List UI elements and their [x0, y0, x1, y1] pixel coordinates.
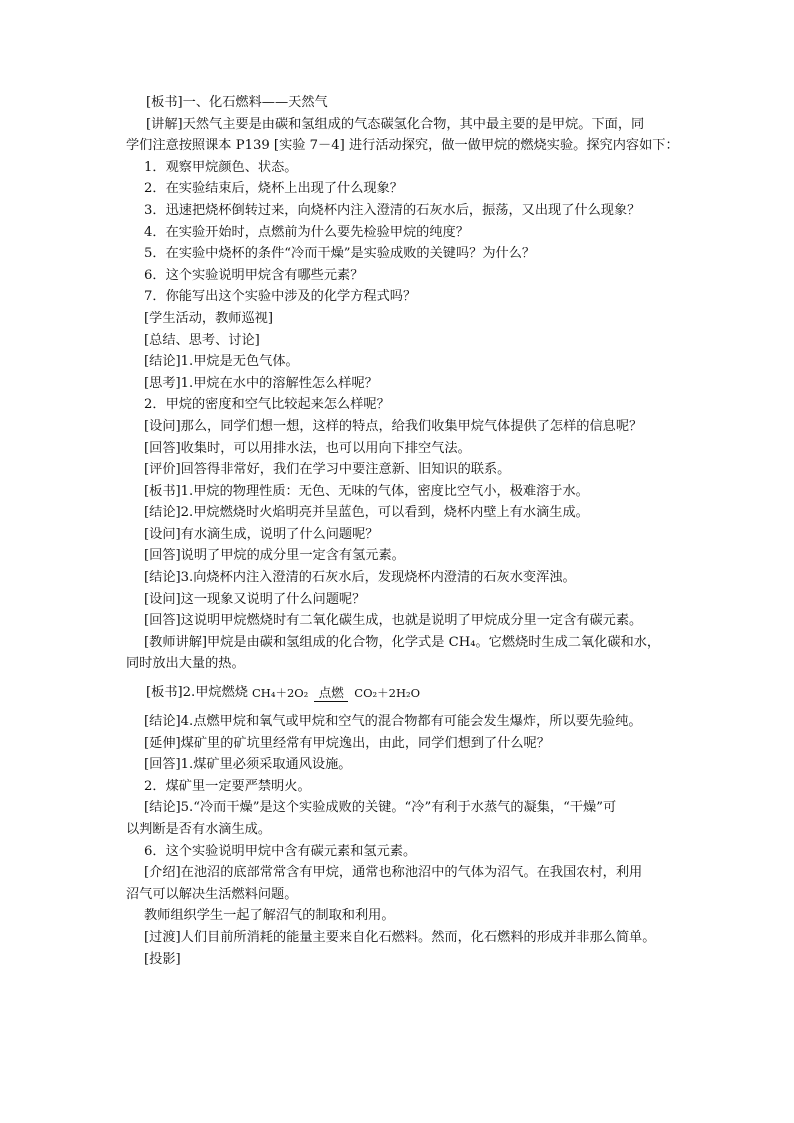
- text-line: 同时放出大量的热。: [126, 656, 245, 672]
- text-line: [学生活动，教师巡视]: [144, 310, 273, 326]
- text-line: [介绍]在池沼的底部常常含有甲烷，通常也称池沼中的气体为沼气。在我国农村，利用: [144, 865, 643, 881]
- text-line: [设问]有水滴生成，说明了什么问题呢？: [144, 526, 379, 542]
- text-line: [教师讲解]甲烷是由碳和氢组成的化合物，化学式是 CH₄。它燃烧时生成二氧化碳和水，: [144, 634, 661, 650]
- text-line: [结论]2.甲烷燃烧时火焰明亮并呈蓝色，可以看到，烧杯内壁上有水滴生成。: [144, 505, 589, 521]
- text-line: [回答]这说明甲烷燃烧时有二氧化碳生成，也就是说明了甲烷成分里一定含有碳元素。: [144, 613, 643, 629]
- list-item: 6．这个实验说明甲烷含有哪些元素？: [144, 267, 364, 283]
- list-item: 3．迅速把烧杯倒转过来，向烧杯内注入澄清的石灰水后，振荡，又出现了什么现象？: [144, 202, 641, 218]
- text-line: [过渡]人们目前所消耗的能量主要来自化石燃料。然而，化石燃料的形成并非那么简单。: [144, 929, 656, 945]
- text-line: 教师组织学生一起了解沼气的制取和利用。: [144, 908, 395, 924]
- text-line: [设问]这一现象又说明了什么问题呢？: [144, 591, 366, 607]
- text-line: [投影]: [144, 951, 181, 967]
- text-line: 以判断是否有水滴生成。: [126, 822, 272, 837]
- list-item: 5．在实验中烧杯的条件“冷而干燥”是实验成败的关键吗？为什么？: [144, 246, 536, 262]
- chemical-equation: [126, 675, 681, 711]
- lesson-text: [126, 92, 681, 970]
- list-item: 6．这个实验说明甲烷中含有碳元素和氢元素。: [144, 843, 417, 859]
- text-line: 2．甲烷的密度和空气比较起来怎么样呢？: [144, 397, 390, 413]
- equation-products: CO₂＋2H₂O: [354, 686, 421, 701]
- list-item: 1．观察甲烷颜色、状态。: [144, 159, 298, 175]
- list-item: 2．在实验结束后，烧杯上出现了什么现象？: [144, 181, 403, 197]
- text-line: [回答]说明了甲烷的成分里一定含有氢元素。: [144, 548, 405, 564]
- list-item: 4．在实验开始时，点燃前为什么要先检验甲烷的纯度？: [144, 224, 469, 240]
- reaction-condition-arrow: [314, 686, 348, 702]
- equation-bar: [314, 701, 348, 702]
- equation-label: [板书]2.甲烷燃烧: [146, 685, 248, 701]
- text-line: [结论]5.“冷而干燥”是这个实验成败的关键。“冷”有利于水蒸气的凝集，“干燥”可: [144, 800, 617, 816]
- text-line: 学们注意按照课本 P139 [实验 7－4] 进行活动探究，做一做甲烷的燃烧实验。探究内容如下：: [126, 138, 679, 154]
- text-line: [板书]1.甲烷的物理性质：无色、无味的气体，密度比空气小，极难溶于水。: [144, 483, 589, 499]
- text-line: [讲解]天然气主要是由碳和氢组成的气态碳氢化合物，其中最主要的是甲烷。下面，同: [146, 116, 645, 132]
- text-line: [延伸]煤矿里的矿坑里经常有甲烷逸出，由此，同学们想到了什么呢？: [144, 735, 550, 751]
- heading-line: [板书]一、化石燃料——天然气: [146, 95, 328, 110]
- text-line: [结论]1.甲烷是无色气体。: [144, 354, 299, 370]
- equation-reactants: CH₄＋2O₂: [252, 686, 309, 701]
- text-line: [回答]1.煤矿里必须采取通风设施。: [144, 757, 352, 773]
- text-line: [设问]那么，同学们想一想，这样的特点，给我们收集甲烷气体提供了怎样的信息呢？: [144, 418, 643, 434]
- text-line: [结论]4.点燃甲烷和氧气或甲烷和空气的混合物都有可能会发生爆炸，所以要先验纯。: [144, 714, 642, 730]
- text-line: [回答]收集时，可以用排水法，也可以用向下排空气法。: [144, 440, 471, 456]
- text-line: [结论]3.向烧杯内注入澄清的石灰水后，发现烧杯内澄清的石灰水变浑浊。: [144, 570, 576, 586]
- list-item: 7．你能写出这个实验中涉及的化学方程式吗？: [144, 289, 417, 305]
- text-line: 沼气可以解决生活燃料问题。: [126, 886, 298, 902]
- list-item: 2．煤矿里一定要严禁明火。: [144, 778, 311, 794]
- text-line: [总结、思考、讨论]: [144, 332, 260, 348]
- text-line: [思考]1.甲烷在水中的溶解性怎么样呢？: [144, 375, 378, 391]
- text-line: [评价]回答得非常好，我们在学习中要注意新、旧知识的联系。: [144, 462, 511, 478]
- equation-condition: 点燃: [318, 685, 344, 701]
